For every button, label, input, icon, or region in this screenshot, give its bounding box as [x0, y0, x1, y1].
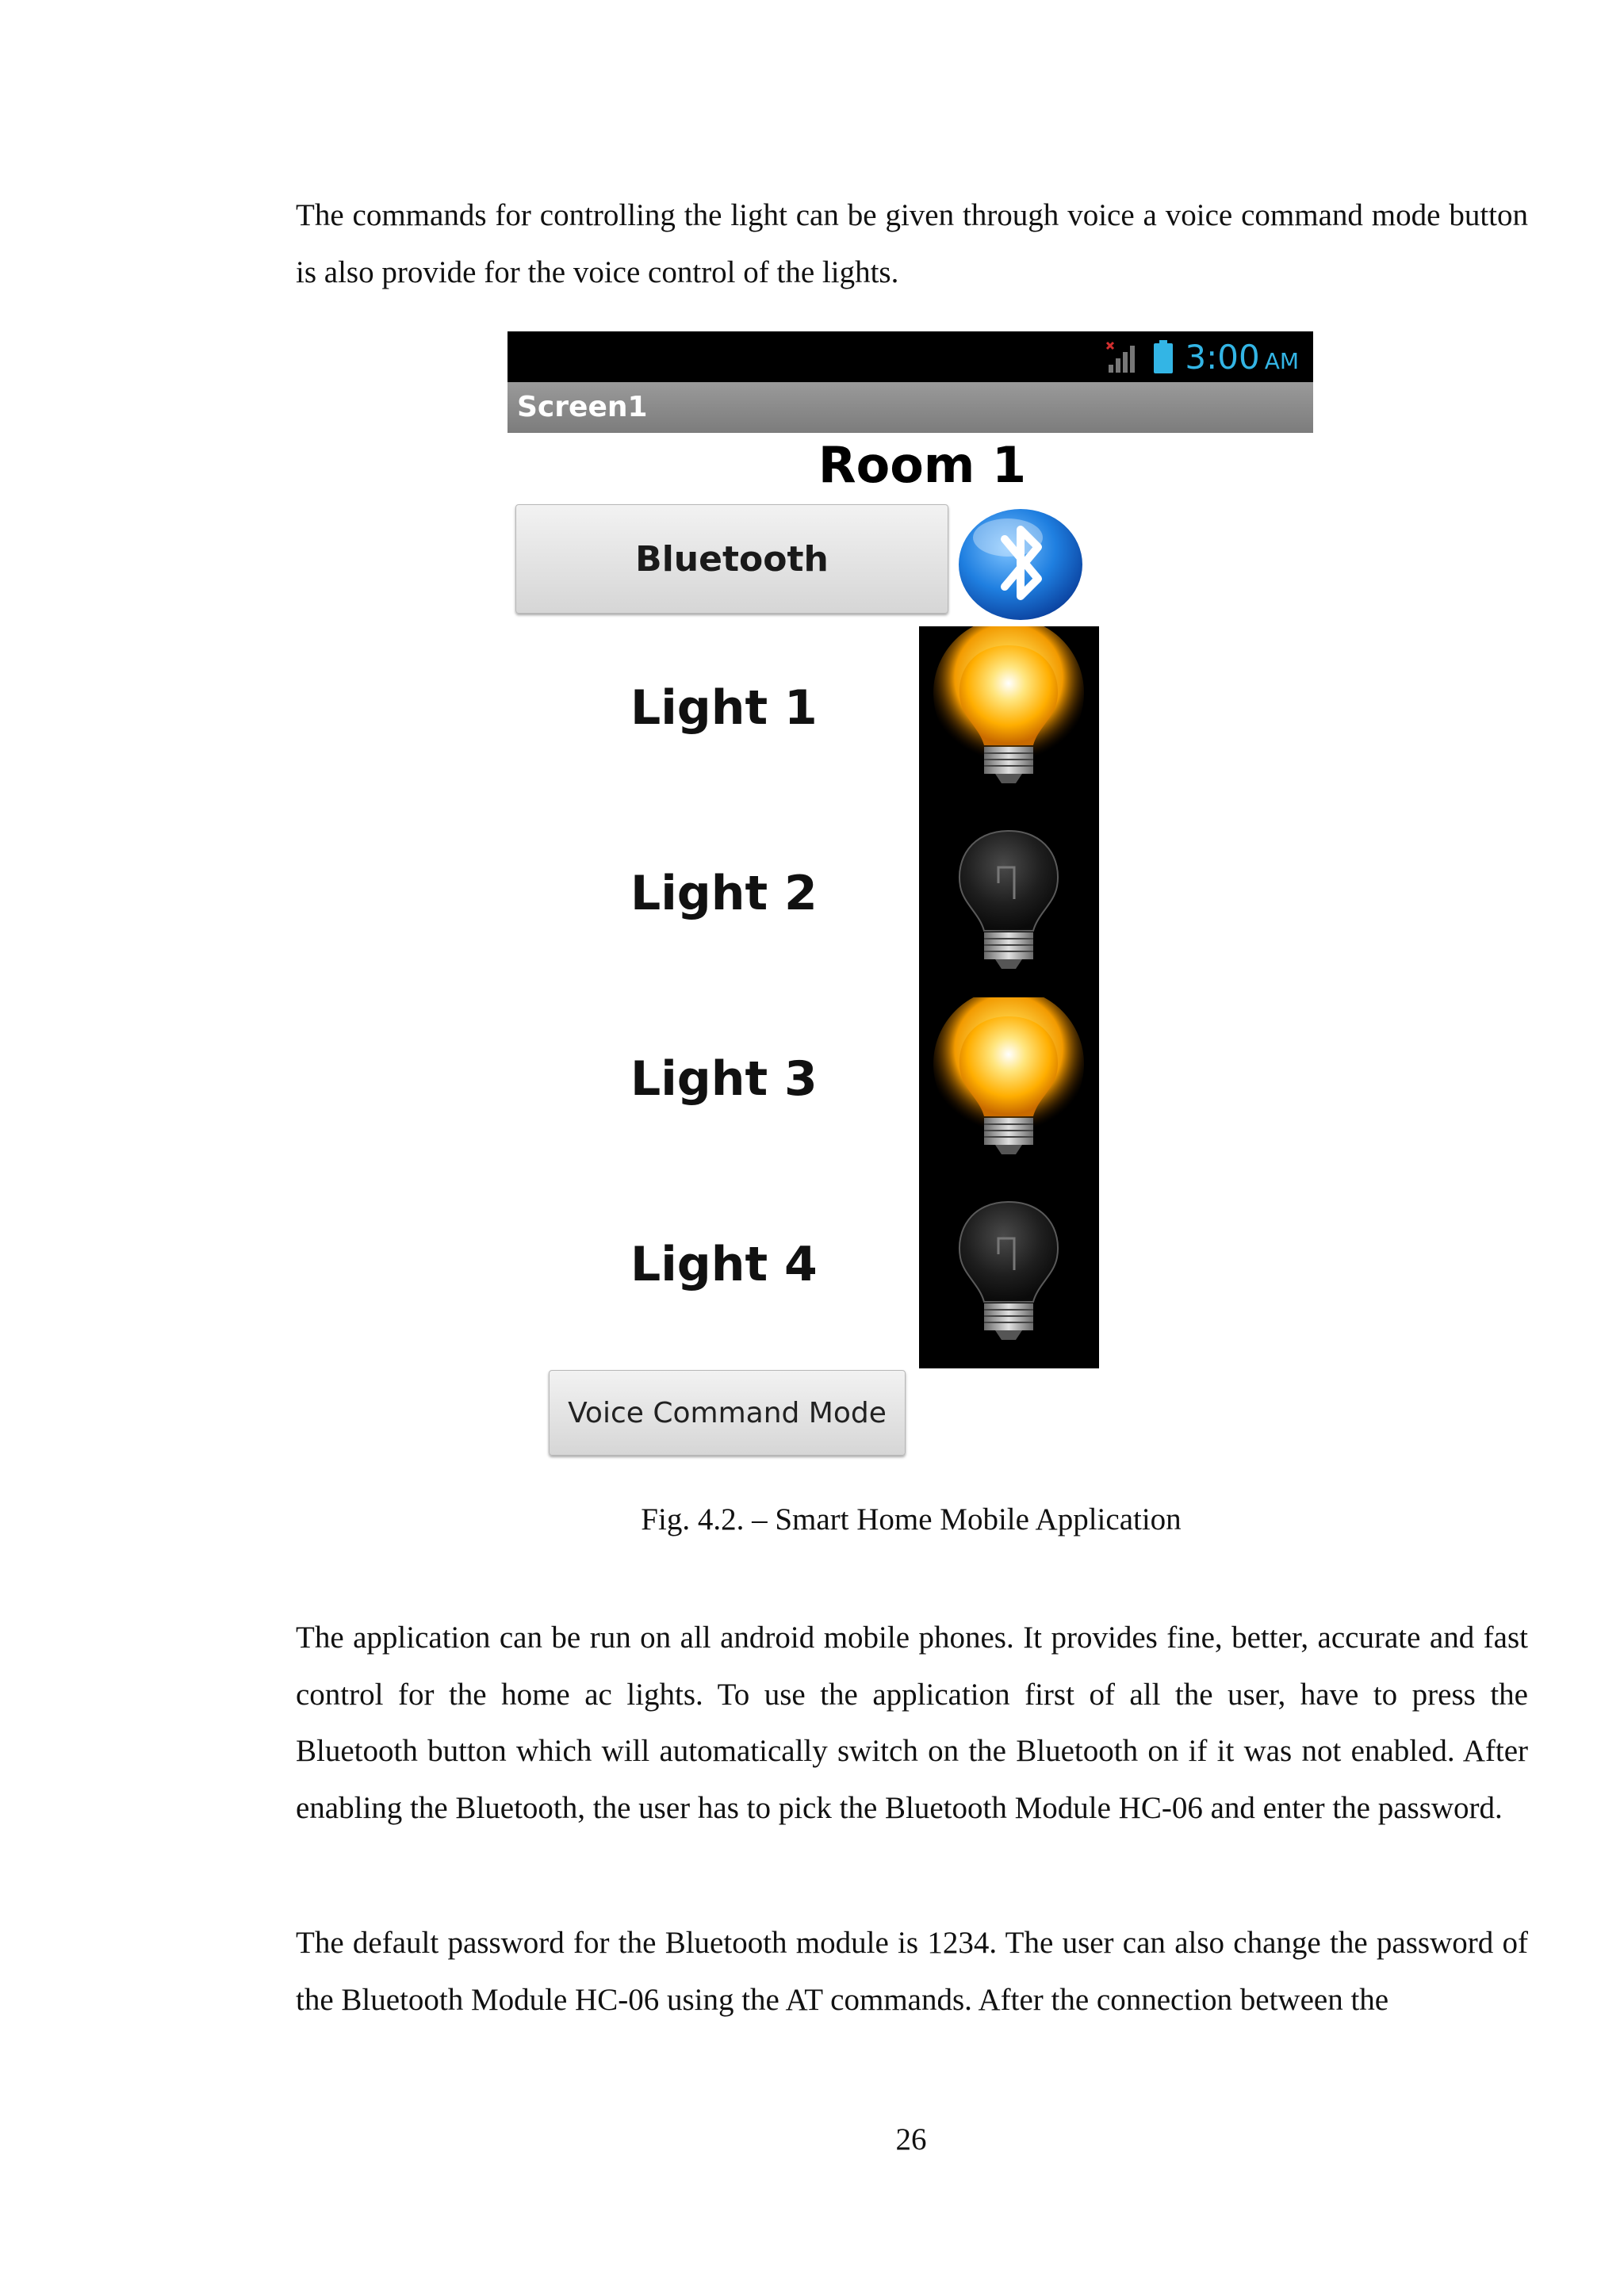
clock-ampm: AM	[1264, 347, 1299, 374]
room-title: Room 1	[818, 436, 1027, 494]
app-screenshot	[508, 331, 1313, 1457]
voice-command-button[interactable]: Voice Command Mode	[549, 1370, 906, 1456]
bluetooth-logo-icon[interactable]	[956, 503, 1086, 622]
page-number: 26	[895, 2122, 927, 2156]
light-label-3: Light 3	[630, 1051, 818, 1107]
body-paragraph: The default password for the Bluetooth module is 1234. The user can also change the password of the Bluetooth Module HC-06 using the AT commands. After the connection between the	[296, 1926, 1528, 2017]
battery-icon	[1153, 340, 1174, 373]
status-bar	[508, 331, 1313, 382]
bluetooth-button[interactable]: Bluetooth	[515, 504, 948, 614]
clock-time: 3:00	[1185, 337, 1260, 377]
figure-caption: Fig. 4.2. – Smart Home Mobile Application	[641, 1502, 1182, 1536]
bulb-off-icon[interactable]	[919, 1183, 1099, 1368]
light-label-4: Light 4	[630, 1237, 818, 1292]
app-title-bar	[508, 382, 1313, 433]
bulb-on-icon[interactable]	[919, 997, 1099, 1183]
bulb-off-icon[interactable]	[919, 812, 1099, 997]
bulb-on-icon[interactable]	[919, 626, 1099, 812]
screen-title: Screen1	[517, 391, 648, 423]
light-label-1: Light 1	[630, 680, 818, 736]
signal-no-service-icon	[1105, 341, 1142, 373]
intro-paragraph: The commands for controlling the light can be given through voice a voice command mode button is also provide for the voice control of the lights.	[296, 198, 1528, 289]
light-label-2: Light 2	[630, 866, 818, 921]
body-paragraph: The application can be run on all android mobile phones. It provides fine, better, accurate and fast control for the home ac lights. To use the application first of all the user, have to press the Bluetooth button which will automatically switch on the Bluetooth on if it was not enabled. After enabling the Bluetooth, the user has to pick the Bluetooth Module HC-06 and enter the password.	[296, 1621, 1528, 1825]
bulbs-panel	[919, 626, 1099, 1368]
status-clock	[1185, 338, 1299, 377]
